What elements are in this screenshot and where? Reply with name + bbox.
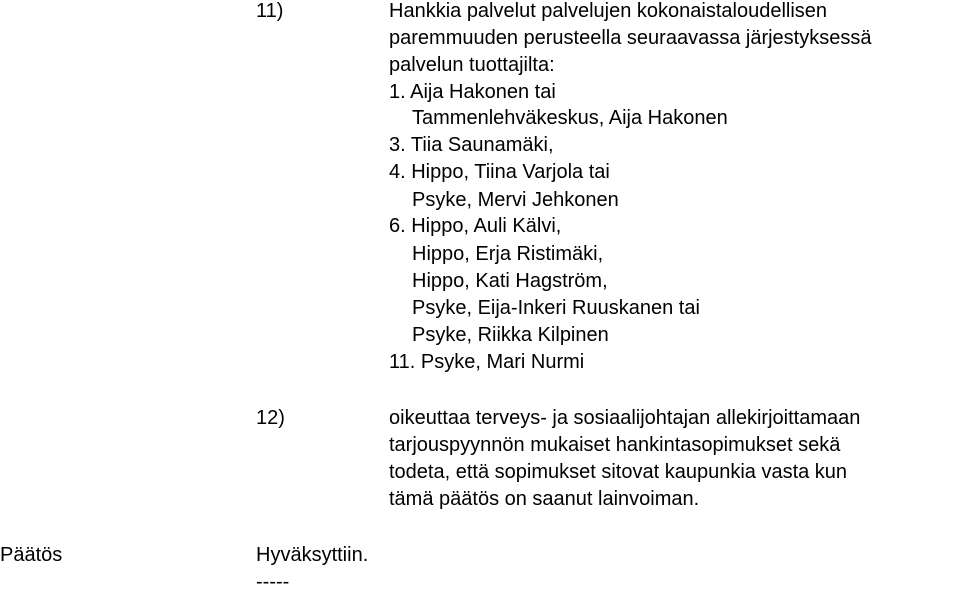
provider-list-item: 3. Tiia Saunamäki, [389,134,554,156]
item-12-line-1: oikeuttaa terveys- ja sosiaalijohtajan allekirjoittamaan [389,407,861,429]
decision-label: Päätös [0,544,63,566]
provider-list-item: 4. Hippo, Tiina Varjola tai [389,161,610,183]
item-12-line-3: todeta, että sopimukset sitovat kaupunkia vasta kun [389,461,848,483]
decision-text: Hyväksyttiin. [256,544,369,566]
provider-list-item: Hippo, Erja Ristimäki, [412,243,604,265]
item-12-number: 12) [256,407,285,429]
provider-list-item: 11. Psyke, Mari Nurmi [389,351,585,373]
item-12-line-2: tarjouspyynnön mukaiset hankintasopimukset sekä [389,434,841,456]
decision-separator: ----- [256,571,290,593]
provider-list-item: Tammenlehväkeskus, Aija Hakonen [412,107,728,129]
provider-list-item: Psyke, Eija-Inkeri Ruuskanen tai [412,297,700,319]
item-12-line-4: tämä päätös on saanut lainvoiman. [389,488,700,510]
provider-list-item: Psyke, Mervi Jehkonen [412,189,619,211]
provider-list-item: 6. Hippo, Auli Kälvi, [389,215,562,237]
provider-list-item: Psyke, Riikka Kilpinen [412,324,609,346]
provider-list-item: Hippo, Kati Hagström, [412,270,608,292]
item-11-intro-line-3: palvelun tuottajilta: [389,54,555,76]
item-11-intro-line-1: Hankkia palvelut palvelujen kokonaistaloudellisen [389,0,828,22]
item-11-number: 11) [256,0,284,22]
item-11-intro-line-2: paremmuuden perusteella seuraavassa järjestyksessä [389,27,872,49]
provider-list-item: 1. Aija Hakonen tai [389,81,556,103]
